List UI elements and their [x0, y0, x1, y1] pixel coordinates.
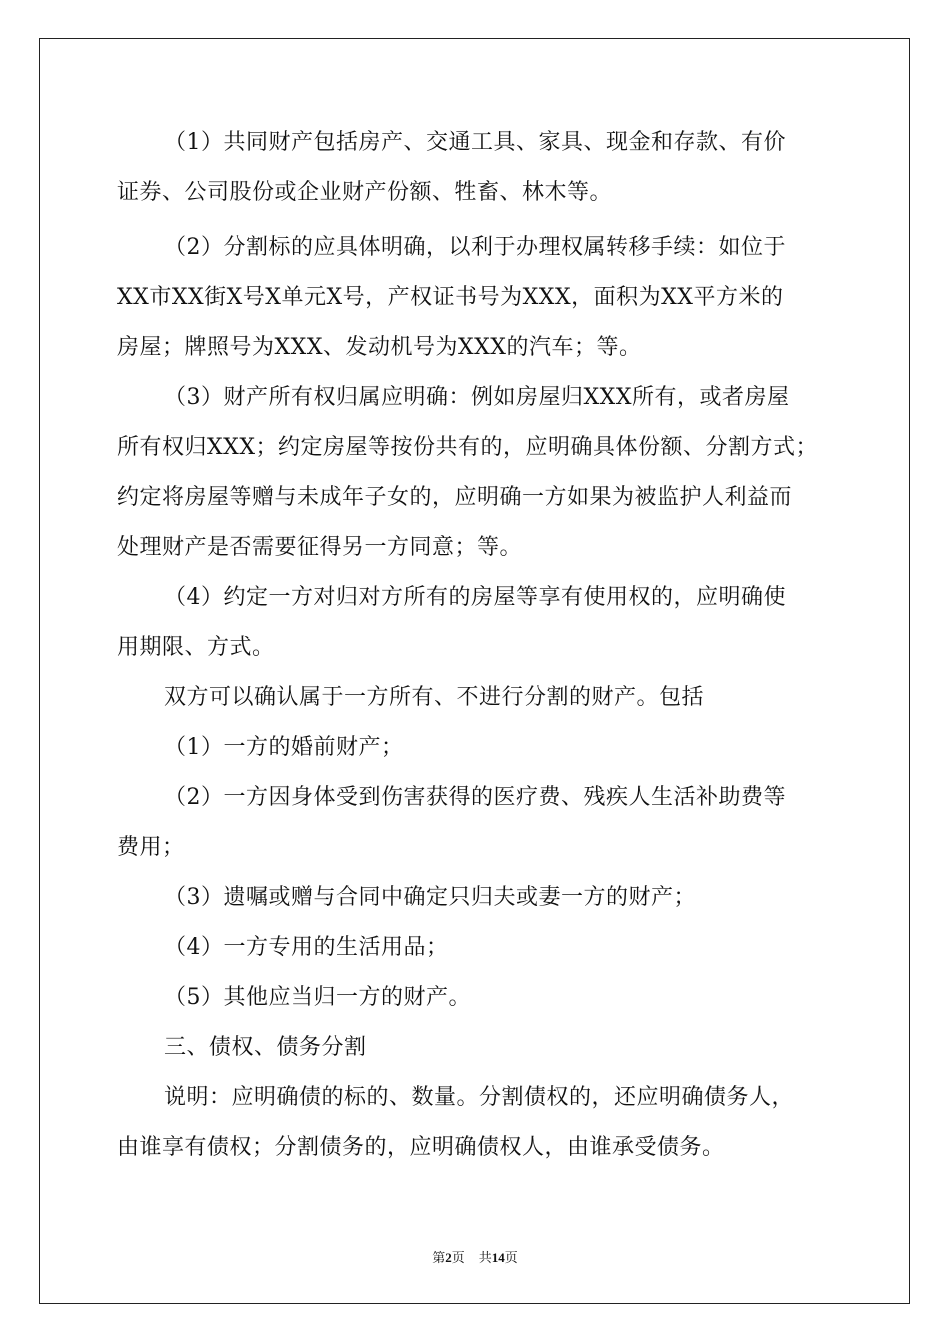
- text-line: 约定将房屋等赠与未成年子女的，应明确一方如果为被监护人利益而: [117, 485, 793, 510]
- text-line: XX市XX街X号X单元X号，产权证书号为XXX，面积为XX平方米的: [117, 285, 784, 310]
- text-line: 双方可以确认属于一方所有、不进行分割的财产。包括: [164, 685, 705, 710]
- text-line: 处理财产是否需要征得另一方同意；等。: [117, 535, 523, 560]
- text-line: （1）一方的婚前财产；: [164, 735, 404, 760]
- text-line: （3）财产所有权归属应明确：例如房屋归XXX所有，或者房屋: [164, 385, 790, 410]
- text-line: 说明：应明确债的标的、数量。分割债权的，还应明确债务人，: [164, 1085, 795, 1110]
- total-pages: 14: [491, 1250, 505, 1265]
- text-line: （1）共同财产包括房产、交通工具、家具、现金和存款、有价: [164, 130, 786, 155]
- text-line: 房屋；牌照号为XXX、发动机号为XXX的汽车；等。: [117, 335, 642, 360]
- section-heading: 三、债权、债务分割: [164, 1035, 367, 1060]
- text-line: （2）一方因身体受到伤害获得的医疗费、残疾人生活补助费等: [164, 785, 786, 810]
- text-line: 由谁享有债权；分割债务的，应明确债权人，由谁承受债务。: [117, 1135, 725, 1160]
- text-line: 费用；: [117, 835, 185, 860]
- text-line: （3）遗嘱或赠与合同中确定只归夫或妻一方的财产；: [164, 885, 696, 910]
- text-line: （2）分割标的应具体明确，以利于办理权属转移手续：如位于: [164, 235, 786, 260]
- text-line: 用期限、方式。: [117, 635, 275, 660]
- page-border: [39, 38, 910, 1304]
- page-label-prefix: 第: [432, 1250, 446, 1265]
- text-line: （5）其他应当归一方的财产。: [164, 985, 471, 1010]
- page-label-suffix: 页: [451, 1250, 465, 1265]
- page-footer: [0, 1250, 950, 1266]
- text-line: （4）一方专用的生活用品；: [164, 935, 449, 960]
- text-line: 所有权归XXX；约定房屋等按份共有的，应明确具体份额、分割方式；: [117, 435, 818, 460]
- total-label-suffix: 页: [504, 1250, 518, 1265]
- text-line: （4）约定一方对归对方所有的房屋等享有使用权的，应明确使: [164, 585, 786, 610]
- page-number: 2: [445, 1250, 452, 1265]
- text-line: 证券、公司股份或企业财产份额、牲畜、林木等。: [117, 180, 613, 205]
- total-label-prefix: 共: [478, 1250, 492, 1265]
